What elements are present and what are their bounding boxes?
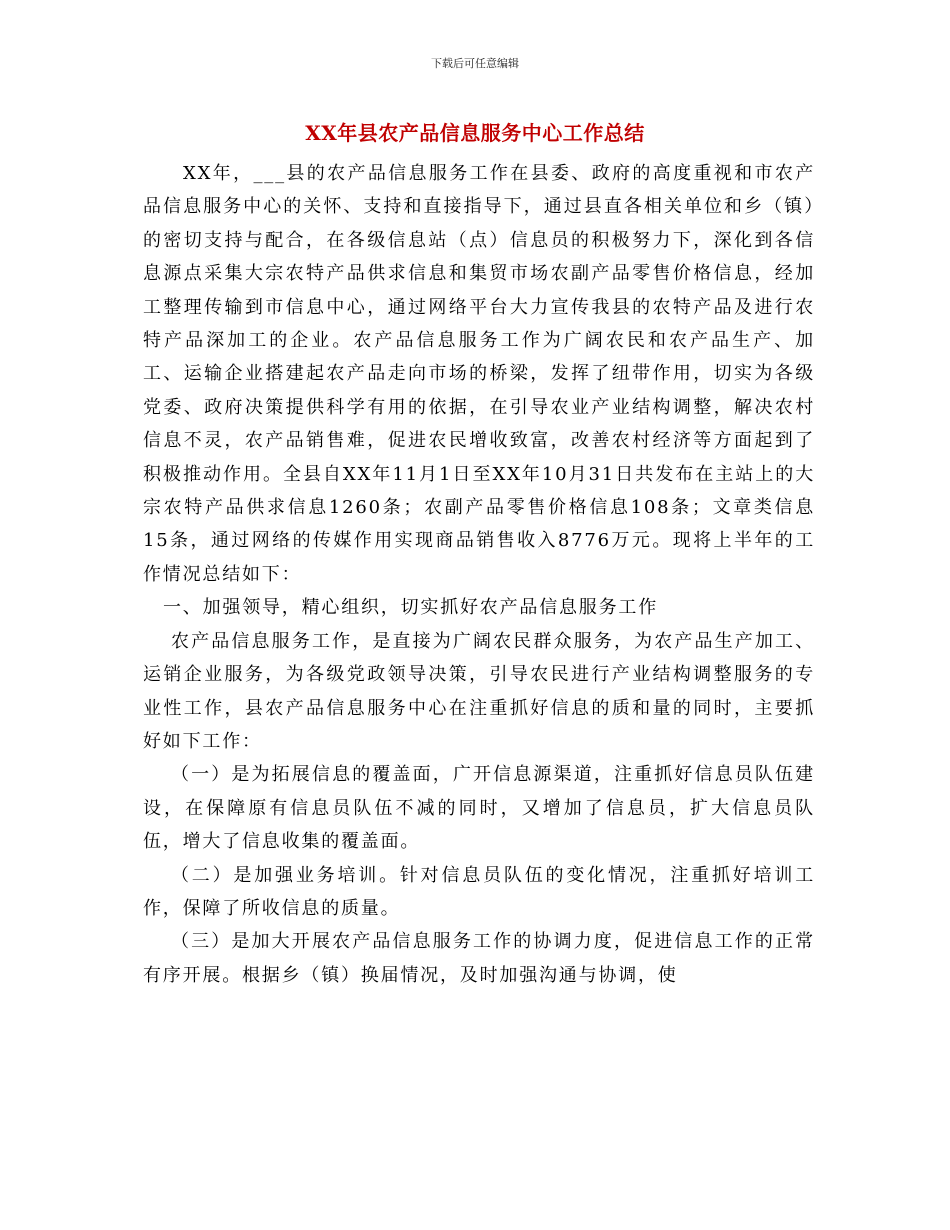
paragraph-section-1: 农产品信息服务工作，是直接为广阔农民群众服务，为农产品生产加工、运销企业服务，为各级党政领导决策，引导农民进行产业结构调整服务的专业性工作，县农产品信息服务中心在注重抓好信息的质和量的同时，主要抓好如下工作： [143, 630, 815, 752]
paragraph-intro: XX年，___县的农产品信息服务工作在县委、政府的高度重视和市农产品信息服务中心的关怀、支持和直接指导下，通过县直各相关单位和乡（镇）的密切支持与配合，在各级信息站（点）信息员的积极努力下，深化到各信息源点采集大宗农特产品供求信息和集贸市场农副产品零售价格信息，经加工整理传输到市信息中心，通过网络平台大力宣传我县的农特产品及进行农特产品深加工的企业。农产品信息服务工作为广阔农民和农产品生产、加工、运输企业搭建起农产品走向市场的桥梁，发挥了纽带作用，切实为各级党委、政府决策提供科学有用的依据，在引导农业产业结构调整，解决农村信息不灵，农产品销售难，促进农民增收致富，改善农村经济等方面起到了积极推动作用。全县自XX年11月1日至XX年10月31日共发布在主站上的大宗农特产品供求信息1260条；农副产品零售价格信息108条；文章类信息15条，通过网络的传媒作用实现商品销售收入8776万元。现将上半年的工作情况总结如下： [143, 163, 815, 585]
section-heading-1: 一、加强领导，精心组织，切实抓好农产品信息服务工作 [163, 597, 658, 619]
document-body [143, 157, 815, 992]
paragraph-item-1: （一）是为拓展信息的覆盖面，广开信息源渠道，注重抓好信息员队伍建设，在保障原有信息员队伍不减的同时，又增加了信息员，扩大信息员队伍，增大了信息收集的覆盖面。 [143, 764, 815, 853]
document-title: XX年县农产品信息服务中心工作总结 [305, 121, 645, 145]
paragraph-item-2: （二）是加强业务培训。针对信息员队伍的变化情况，注重抓好培训工作，保障了所收信息的质量。 [143, 864, 815, 919]
paragraph-item-3: （三）是加大开展农产品信息服务工作的协调力度，促进信息工作的正常有序开展。根据乡（镇）换届情况，及时加强沟通与协调，使 [143, 931, 815, 986]
header-note: 下载后可任意编辑 [431, 57, 519, 70]
